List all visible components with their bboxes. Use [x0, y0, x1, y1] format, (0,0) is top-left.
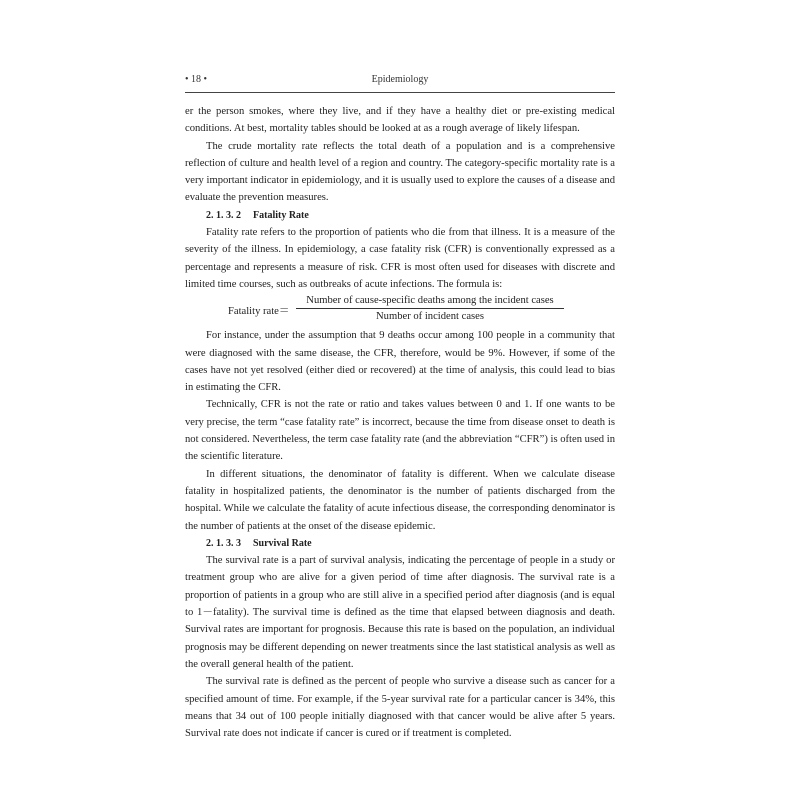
paragraph-fatality-definition: Fatality rate refers to the proportion of patients who die from that illness. It is a measure of the severity of the illness. In epidemiology, a case fatality risk (CFR) is conventionally expressed as a percentage and represents a measure of risk. CFR is most often used for diseases with discrete and limited time courses, such as outbreaks of acute infections. The formula is: — [185, 227, 615, 290]
section-title: Survival Rate — [253, 537, 312, 549]
fatality-rate-formula — [185, 293, 615, 327]
formula-denominator: Number of incident cases — [376, 311, 484, 323]
paragraph-cfr-technical: Technically, CFR is not the rate or ratio and takes values between 0 and 1. If one wants to be very precise, the term “case fatality rate” is incorrect, because the time from disease onset to death is not considered. Nevertheless, the term case fatality rate (and the abbreviation “CFR”) is often used in the scientific literature. — [185, 399, 615, 463]
paragraph-denominator: In different situations, the denominator of fatality is different. When we calculate disease fatality in hospitalized patients, the denominator is the number of patients discharged from the hospital. While we calculate the fatality of acute infectious disease, the corresponding denominator is the number of patients at the onset of the disease epidemic. — [185, 468, 615, 532]
section-title: Fatality Rate — [253, 209, 309, 221]
page-body — [185, 103, 615, 742]
page-number: • 18 • — [185, 74, 208, 85]
paragraph-survival-example: The survival rate is defined as the percent of people who survive a disease such as cancer for a specified amount of time. For example, if the 5-year survival rate for a particular cancer is 34%, this means that 34 out of 100 people initially diagnosed with that cancer would be alive after 5 years. Survival rate does not indicate if cancer is cured or if treatment is completed. — [185, 676, 615, 740]
formula-numerator: Number of cause-specific deaths among the incident cases — [296, 293, 564, 309]
paragraph-survival-analysis: The survival rate is a part of survival analysis, indicating the percentage of people in a study or treatment group who are alive for a given period of time after diagnosis. The survival rate is a proportion of patients in a group who are still alive in a specified period after diagnosis (and is equal to 1－fatality). The survival time is defined as the time that elapsed between diagnosis and death. Survival rates are important for prognosis. Because this rate is based on the population, an individual prognosis may be different depending on newer treatments since the last statistical analysis as well as the overall general health of the patient. — [185, 555, 615, 670]
running-header — [185, 72, 615, 90]
paragraph-crude-mortality: The crude mortality rate reflects the total death of a population and is a comprehensive reflection of culture and health level of a region and country. The category-specific mortality rate is a very important indicator in epidemiology, and it is usually used to explore the causes of a disease and evaluate the prevention measures. — [185, 140, 615, 204]
formula-fraction — [296, 293, 564, 324]
header-rule — [185, 92, 615, 93]
section-heading-fatality-rate — [185, 207, 615, 224]
running-title: Epidemiology — [371, 74, 429, 85]
section-heading-survival-rate — [185, 535, 615, 552]
formula-lhs: Fatality rate＝ — [228, 306, 290, 318]
section-number: 2. 1. 3. 2 — [206, 209, 241, 221]
section-number: 2. 1. 3. 3 — [206, 537, 241, 549]
paragraph-continuation: er the person smokes, where they live, and if they have a healthy diet or pre-existing medical conditions. At best, mortality tables should be looked at as a rough average of likely lifespan. — [185, 106, 615, 135]
paragraph-cfr-example: For instance, under the assumption that 9 deaths occur among 100 people in a community that were diagnosed with the same disease, the CFR, therefore, would be 9%. However, if some of the cases have not yet resolved (either died or recovered) at the time of analysis, this could lead to bias in estimating the CFR. — [185, 330, 615, 394]
